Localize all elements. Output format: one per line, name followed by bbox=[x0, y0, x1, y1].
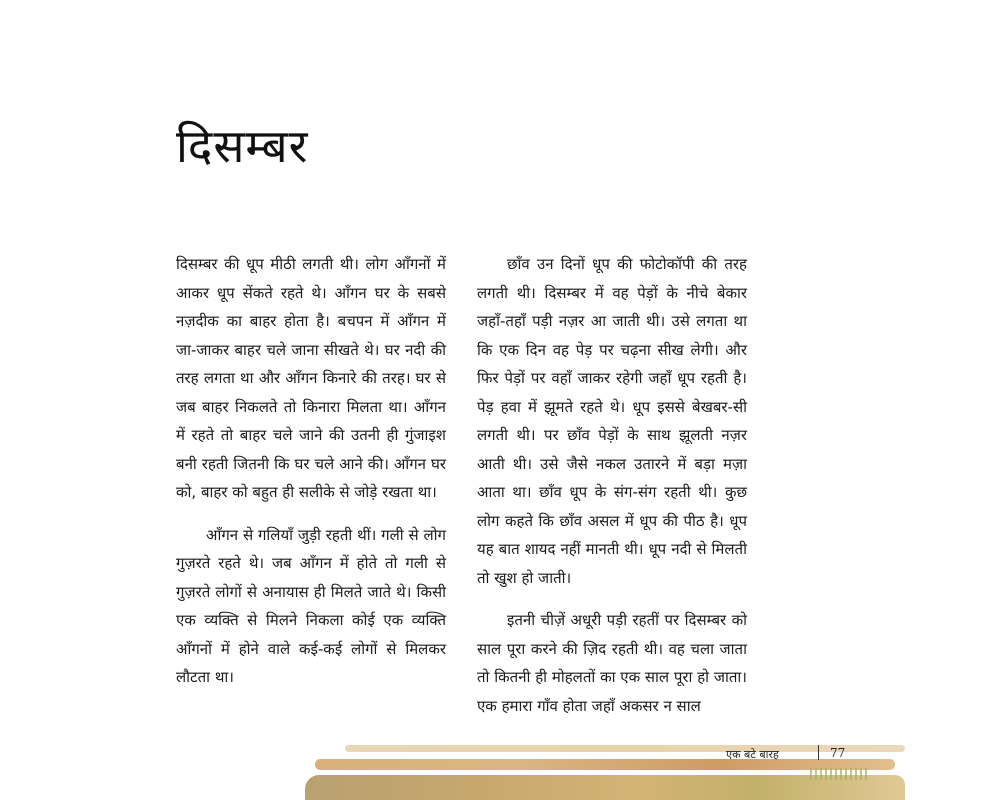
left-column bbox=[176, 250, 446, 706]
chapter-title: दिसम्बर bbox=[176, 119, 309, 173]
paragraph: आँगन से गलियाँ जुड़ी रहती थीं। गली से लोग गुज़रते रहते थे। जब आँगन में होते तो गली से गुज़रते लोगों से अनायास ही मिलते जाते थे। किसी एक व्यक्ति से मिलने निकला कोई एक व्यक्ति आँगनों में होने वाले कई-कई लोगों से मिलकर लौटता था। bbox=[176, 525, 446, 686]
paragraph: दिसम्बर की धूप मीठी लगती थी। लोग आँगनों में आकर धूप सेंकते रहते थे। आँगन घर के सबसे नज़दीक का बाहर होता है। बचपन में आँगन में जा-जाकर बाहर चले जाना सीखते थे। घर नदी की तरह लगता था और आँगन किनारे की तरह। घर से जब बाहर निकलते तो किनारा मिलता था। आँगन में रहते तो बाहर चले जाने की उतनी ही गुंजाइश बनी रहती जितनी कि घर चले आने की। आँगन घर को, बाहर को बहुत ही सलीके से जोड़े रखता था। bbox=[176, 255, 446, 501]
watercolor-footer-illustration bbox=[305, 742, 905, 800]
watercolor-stroke bbox=[315, 759, 895, 770]
grass-icon bbox=[810, 768, 870, 780]
watercolor-stroke bbox=[345, 745, 905, 752]
paragraph: छाँव उन दिनों धूप की फोटोकॉपी की तरह लगती थी। दिसम्बर में वह पेड़ों के नीचे बेकार जहाँ-तहाँ पड़ी नज़र आ जाती थी। उसे लगता था कि एक दिन वह पेड़ पर चढ़ना सीख लेगी। और फिर पेड़ों पर वहाँ जाकर रहेगी जहाँ धूप रहती है। पेड़ हवा में झूमते रहते थे। धूप इससे बेखबर-सी लगती थी। पर छाँव पेड़ों के साथ झूलती नज़र आती थी। उसे जैसे नकल उतारने में बड़ा मज़ा आता था। छाँव धूप के संग-संग रहती थी। कुछ लोग कहते कि छाँव असल में धूप की पीठ है। धूप यह बात शायद नहीं मानती थी। धूप नदी से मिलती तो खुश हो जाती। bbox=[477, 255, 747, 587]
paragraph: इतनी चीज़ें अधूरी पड़ी रहतीं पर दिसम्बर को साल पूरा करने की ज़िद रहती थी। वह चला जाता तो कितनी ही मोहलतों का एक साल पूरा हो जाता। एक हमारा गाँव होता जहाँ अकसर न साल bbox=[477, 611, 747, 715]
right-column bbox=[477, 250, 747, 734]
page-number: 77 bbox=[830, 746, 846, 760]
footer-divider bbox=[818, 745, 819, 760]
running-footer-book-title: एक बटे बारह bbox=[726, 748, 779, 761]
